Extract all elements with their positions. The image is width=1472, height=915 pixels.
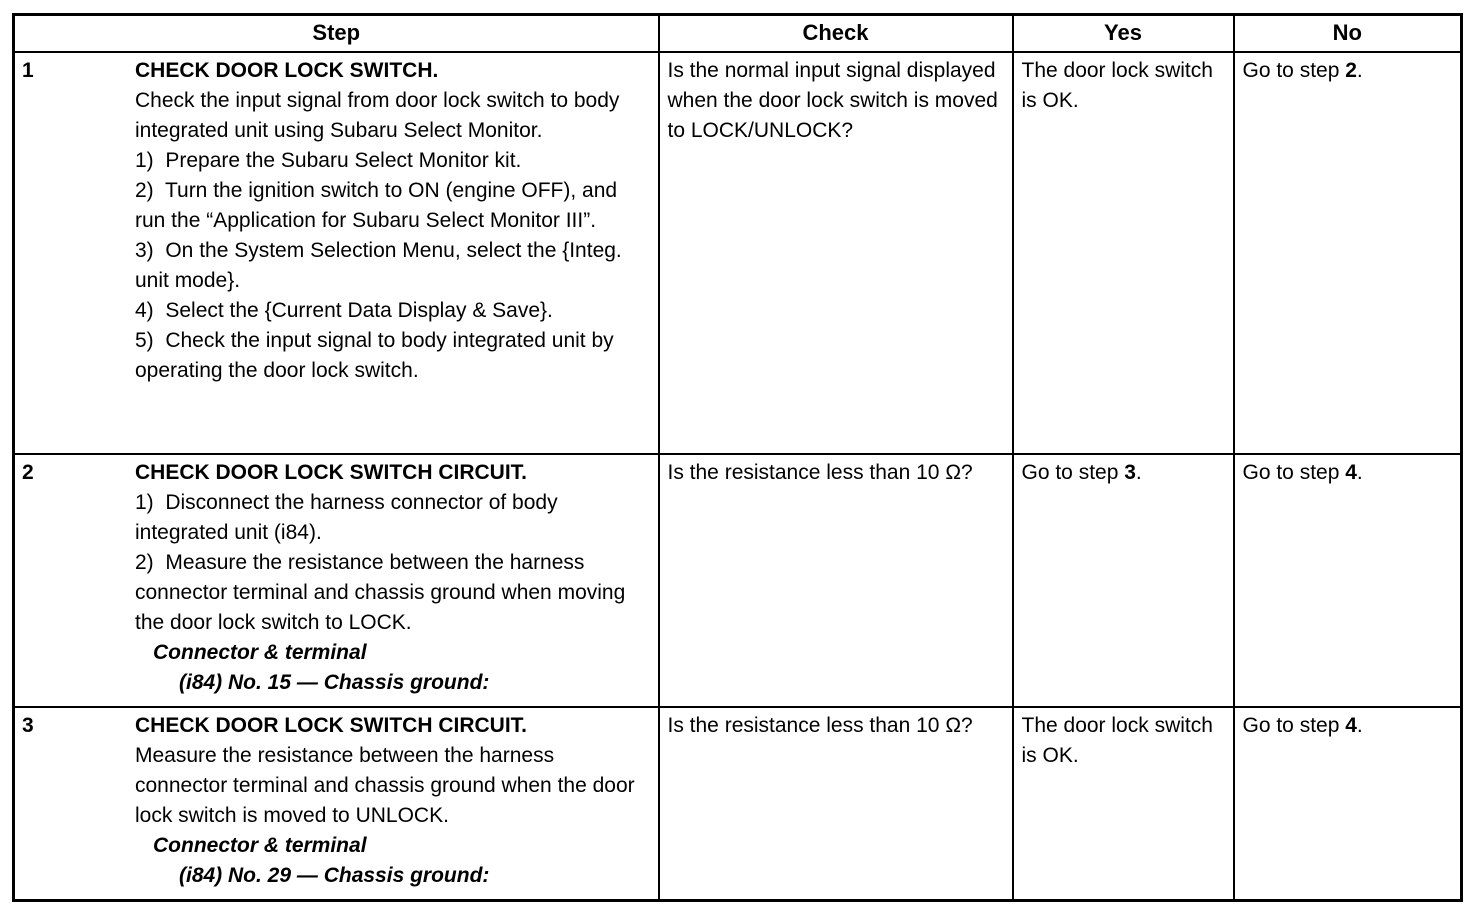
no-text: Go to step [1242,460,1346,484]
connector-label: Connector & terminal [153,640,367,664]
no-cell [1234,707,1462,901]
step-instructions [135,458,654,698]
check-cell: Is the resistance less than 10 Ω? [659,454,1013,707]
no-cell [1234,52,1462,454]
step-number: 1 [22,58,34,82]
diagnostic-procedure-page [0,13,1472,915]
column-header-no: No [1234,15,1462,52]
step-line: 1) Prepare the Subaru Select Monitor kit. [135,148,522,172]
header-row [14,15,1462,52]
diagnostic-table [12,13,1463,902]
connector-label: Connector & terminal [153,833,367,857]
no-text: Go to step [1242,713,1346,737]
step-line: 3) On the System Selection Menu, select the {Integ. unit mode}. [135,238,628,292]
step-line: 4) Select the {Current Data Display & Save}. [135,298,553,322]
terminal-spec: (i84) No. 29 — Chassis ground: [179,863,490,887]
table-row-step-3 [14,707,1462,901]
step-cell-inner [19,458,654,698]
yes-text: Go to step [1021,460,1125,484]
step-cell [14,707,659,901]
step-cell [14,454,659,707]
step-line: 1) Disconnect the harness connector of body integrated unit (i84). [135,490,564,544]
no-step-number: 4 [1345,713,1357,737]
column-header-yes: Yes [1013,15,1234,52]
no-step-number: 2 [1345,58,1357,82]
step-number: 2 [22,460,34,484]
table-row-step-1 [14,52,1462,454]
step-title: CHECK DOOR LOCK SWITCH CIRCUIT. [135,713,527,737]
no-cell [1234,454,1462,707]
step-cell-inner [19,56,654,386]
no-step-number: 4 [1345,460,1357,484]
no-text: . [1356,58,1363,82]
step-cell [14,52,659,454]
step-line: 2) Turn the ignition switch to ON (engine OFF), and run the “Application for Subaru Select Monitor III”. [135,178,623,232]
step-line: Measure the resistance between the harness connector terminal and chassis ground when the door lock switch is moved to UNLOCK. [135,743,641,827]
column-header-step: Step [14,15,659,52]
step-instructions [135,56,654,386]
step-title: CHECK DOOR LOCK SWITCH CIRCUIT. [135,460,527,484]
step-cell-inner [19,711,654,891]
step-instructions [135,711,654,891]
no-text: . [1356,460,1363,484]
step-title: CHECK DOOR LOCK SWITCH. [135,58,439,82]
step-line: 2) Measure the resistance between the harness connector terminal and chassis ground when moving the door lock switch to LOCK. [135,550,632,634]
step-line: 5) Check the input signal to body integrated unit by operating the door lock switch. [135,328,620,382]
yes-cell: The door lock switch is OK. [1013,52,1234,454]
yes-step-number: 3 [1124,460,1136,484]
step-line: Check the input signal from door lock switch to body integrated unit using Subaru Select Monitor. [135,88,626,142]
yes-cell [1013,454,1234,707]
no-text: Go to step [1242,58,1346,82]
check-cell: Is the resistance less than 10 Ω? [659,707,1013,901]
terminal-spec: (i84) No. 15 — Chassis ground: [179,670,490,694]
yes-cell: The door lock switch is OK. [1013,707,1234,901]
step-number: 3 [22,713,34,737]
check-cell: Is the normal input signal displayed when the door lock switch is moved to LOCK/UNLOCK? [659,52,1013,454]
table-row-step-2 [14,454,1462,707]
no-text: . [1356,713,1363,737]
yes-text: . [1135,460,1142,484]
column-header-check: Check [659,15,1013,52]
